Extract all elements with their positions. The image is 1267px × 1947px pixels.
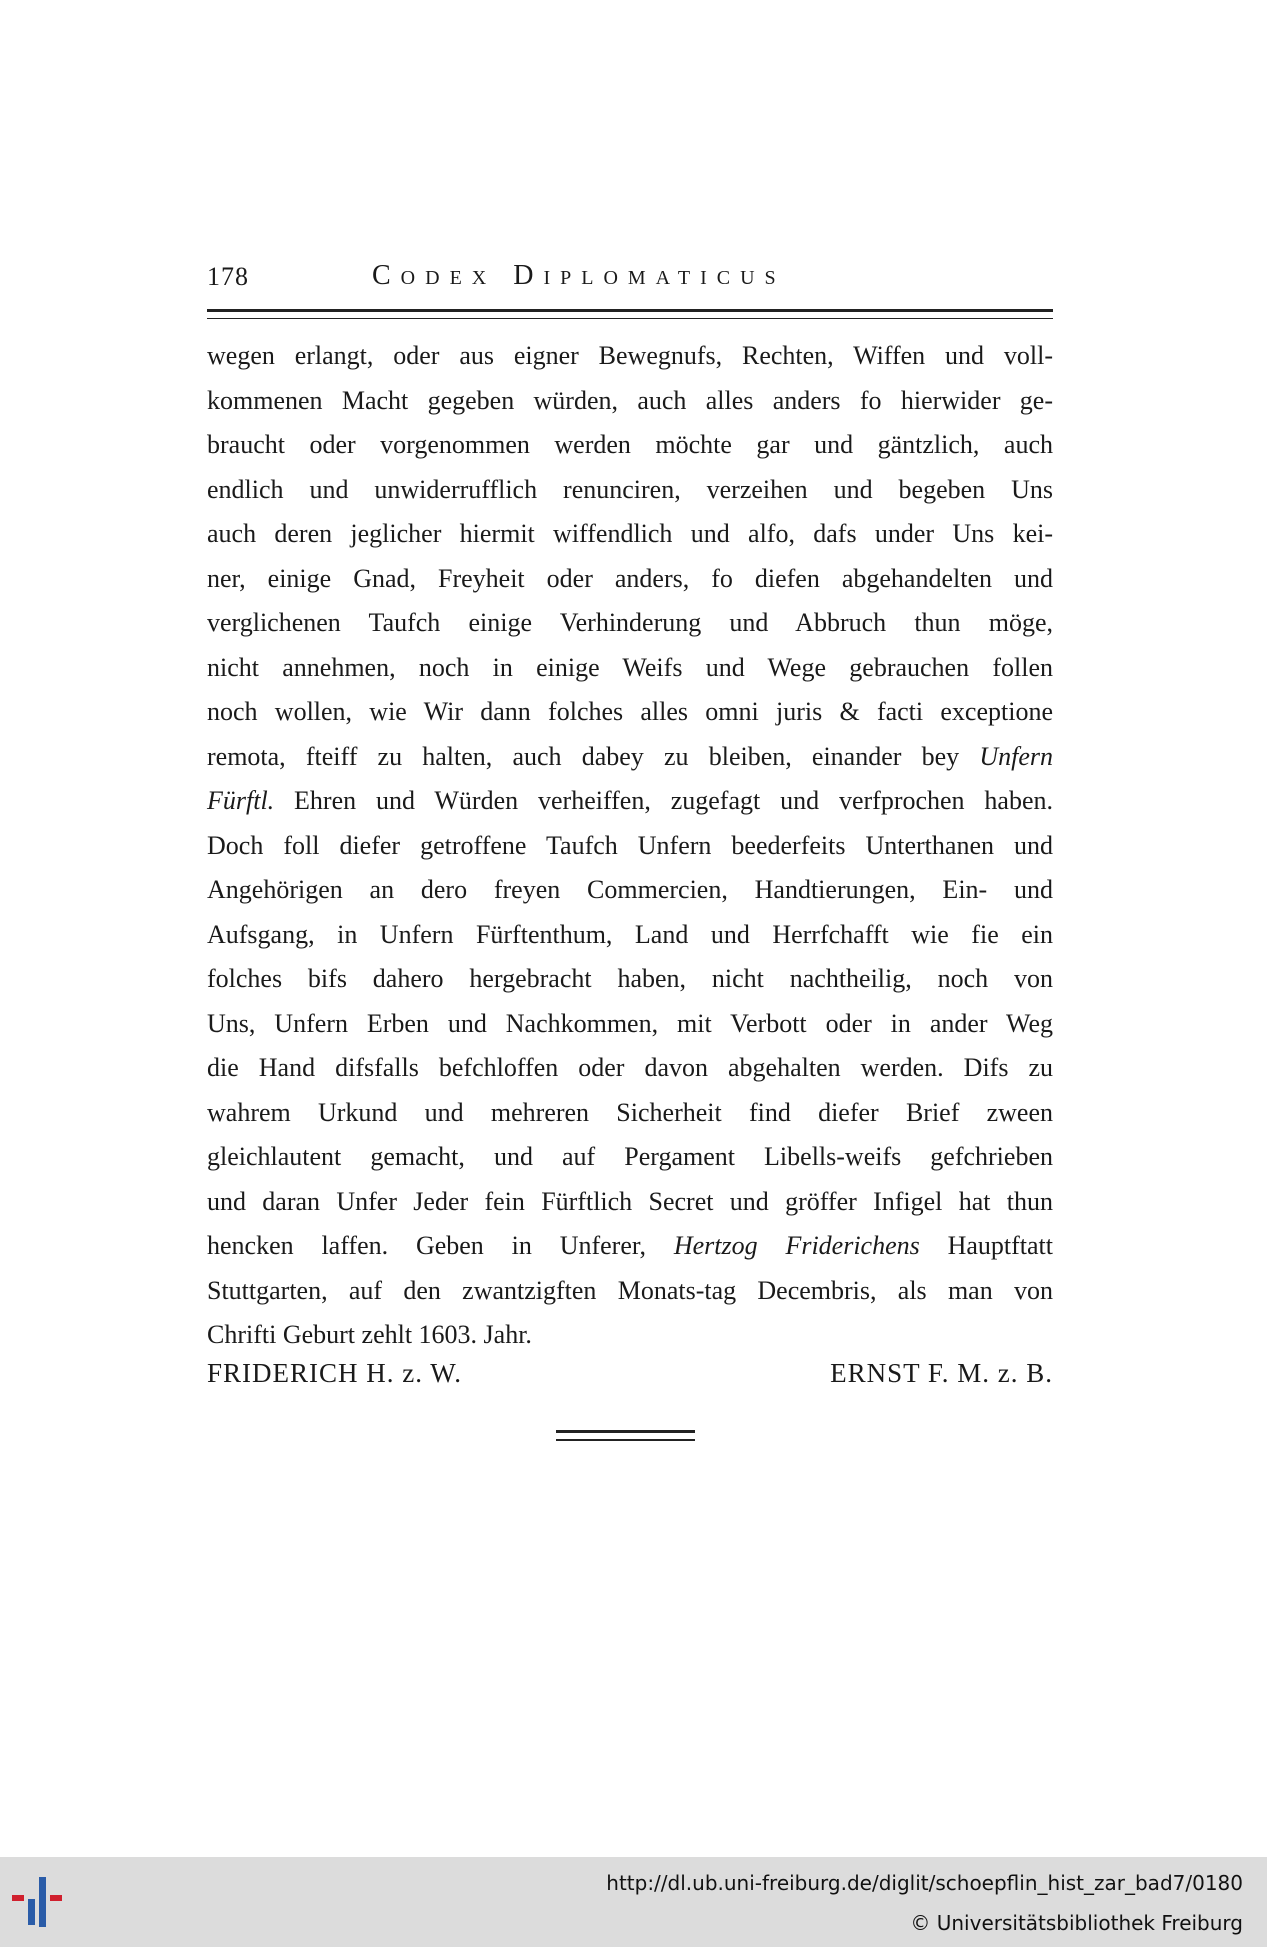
- text-line: die Hand difsfalls befchloffen oder davon abgehalten werden. Difs zu: [207, 1053, 1053, 1082]
- library-logo-icon[interactable]: [12, 1873, 72, 1931]
- text-line: endlich und unwiderrufflich renunciren, verzeihen und begeben Uns: [207, 474, 1053, 504]
- text-line: kommenen Macht gegeben würden, auch alles anders fo hierwider ge-: [207, 385, 1053, 415]
- viewer-footer: [0, 1857, 1267, 1947]
- italic-text: Unfern: [979, 741, 1054, 771]
- text-line: Doch foll diefer getroffene Taufch Unfern beederfeits Unterthanen und: [207, 830, 1053, 860]
- signature-right: ERNST F. M. z. B.: [830, 1358, 1053, 1388]
- source-url-link[interactable]: http://dl.ub.uni-freiburg.de/diglit/schoepflin_hist_zar_bad7/0180: [606, 1871, 1243, 1895]
- running-title: Codex Diplomaticus: [372, 260, 786, 291]
- text-line: Aufsgang, in Unfern Fürftenthum, Land und Herrfchafft wie fie ein: [207, 919, 1053, 949]
- text-line: wegen erlangt, oder aus eigner Bewegnufs, Rechten, Wiffen und voll-: [207, 341, 1053, 370]
- text-line: ner, einige Gnad, Freyheit oder anders, fo diefen abgehandelten und: [207, 563, 1053, 593]
- text-line: folches bifs dahero hergebracht haben, nicht nachtheilig, noch von: [207, 964, 1053, 993]
- text-line: verglichenen Taufch einige Verhinderung und Abbruch thun möge,: [207, 608, 1053, 637]
- signature-left: FRIDERICH H. z. W.: [207, 1358, 463, 1388]
- end-rule-thin: [556, 1439, 695, 1441]
- signatures: [207, 1358, 1053, 1398]
- header-rule-thin: [207, 318, 1053, 319]
- text-line: [207, 1224, 1053, 1269]
- text-line: Angehörigen an dero freyen Commercien, Handtierungen, Ein- und: [207, 875, 1053, 904]
- text-segment: Hauptftatt: [947, 1231, 1054, 1260]
- text-segment: remota, fteiff zu halten, auch dabey zu bleiben, einander bey: [207, 741, 960, 771]
- copyright-text: © Universitätsbibliothek Freiburg: [910, 1911, 1243, 1935]
- body-text: [207, 334, 1053, 1358]
- header-rule: [207, 309, 1053, 312]
- text-line: Uns, Unfern Erben und Nachkommen, mit Verbott oder in ander Weg: [207, 1008, 1053, 1038]
- page-header: [207, 256, 1053, 296]
- page-number: 178: [207, 262, 249, 291]
- italic-text: Fürftl.: [207, 786, 275, 815]
- text-line: [207, 735, 1053, 780]
- text-line: auch deren jeglicher hiermit wiffendlich und alfo, dafs under Uns kei-: [207, 519, 1053, 548]
- text-segment: hencken laffen. Geben in Unferer,: [207, 1231, 646, 1260]
- text-line: Chrifti Geburt zehlt 1603. Jahr.: [207, 1320, 532, 1349]
- italic-text: Hertzog Friderichens: [673, 1231, 920, 1260]
- text-line: gleichlautent gemacht, und auf Pergament Libells-weifs gefchrieben: [207, 1142, 1053, 1171]
- text-line: wahrem Urkund und mehreren Sicherheit find diefer Brief zween: [207, 1097, 1053, 1127]
- text-line: braucht oder vorgenommen werden möchte gar und gäntzlich, auch: [207, 430, 1053, 459]
- text-line: Stuttgarten, auf den zwantzigften Monats-tag Decembris, als man von: [207, 1275, 1053, 1305]
- text-line: noch wollen, wie Wir dann folches alles omni juris & facti exceptione: [207, 697, 1053, 726]
- text-line: [207, 779, 1053, 824]
- end-rule: [556, 1430, 695, 1433]
- text-line: und daran Unfer Jeder fein Fürftlich Secret und gröffer Infigel hat thun: [207, 1186, 1053, 1216]
- text-segment: Ehren und Würden verheiffen, zugefagt und verfprochen haben.: [294, 786, 1054, 815]
- text-line: nicht annehmen, noch in einige Weifs und Wege gebrauchen follen: [207, 652, 1053, 682]
